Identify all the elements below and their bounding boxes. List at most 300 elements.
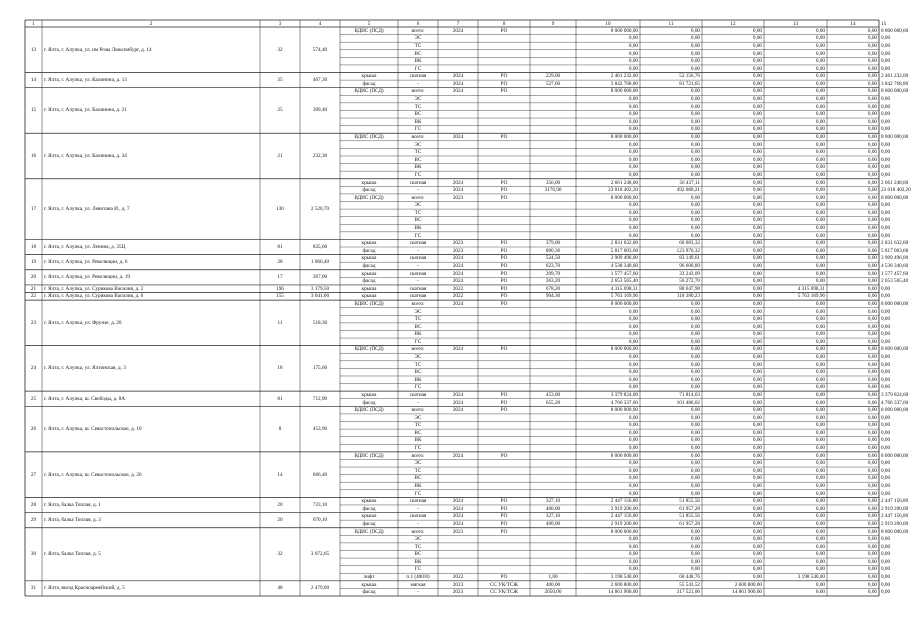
house-area: 670,10 [312,517,328,524]
work-cell: 0,00 [752,452,762,459]
work-cell: 0,00 [690,475,700,482]
work-cell: 4 538 340,60 [881,262,909,269]
work-cell: 0,00 [815,126,825,133]
work-cell: 8 000 000,00 [610,88,638,95]
work-cell: 2 600 800,00 [610,581,638,588]
work-cell: 0,00 [867,255,877,262]
work-cell: 60 083,32 [679,240,700,247]
header-cell-4: 4 [318,20,322,27]
work-cell: 0,00 [815,308,825,315]
work-cell: 0,00 [690,194,700,201]
work-cell: ГС [414,171,422,178]
work-cell: ТС [414,149,422,156]
work-cell: 0,00 [881,171,891,178]
work-cell: 0,00 [881,103,891,110]
work-cell: 0,00 [752,156,762,163]
work-cell: ЭС [414,35,422,42]
work-cell: ВК [414,437,422,444]
work-cell: ГС [414,445,422,452]
work-cell: 2 831 632,00 [610,240,638,247]
work-cell: 0,00 [628,65,638,72]
work-cell: 0,00 [867,361,877,368]
work-cell: 0,00 [815,217,825,224]
apartment-count: 11 [277,319,283,326]
work-cell: 0,00 [690,407,700,414]
work-cell: 0,00 [628,445,638,452]
work-cell: ТС [414,467,422,474]
work-cell: ГС [414,490,422,497]
work-cell: 0,00 [881,96,891,103]
work-cell: 0,00 [815,80,825,87]
work-cell: 0,00 [752,399,762,406]
work-cell: 0,00 [867,35,877,42]
work-cell: 0,00 [752,536,762,543]
work-cell: 0,00 [881,232,891,239]
work-cell: 0,00 [881,202,891,209]
work-cell: 0,00 [752,202,762,209]
work-cell: 327,10 [545,513,561,520]
work-cell: ВДИС (ПСД) [354,407,384,414]
work-cell: 0,00 [815,407,825,414]
work-cell: ВДИС (ПСД) [354,528,384,535]
work-cell: 0,00 [690,536,700,543]
work-cell: 0,00 [881,156,891,163]
work-cell: 0,00 [690,111,700,118]
work-cell: 83 149,61 [679,255,700,262]
work-cell: 8 000 000,00 [881,300,909,307]
work-cell: 8 000 000,00 [610,528,638,535]
work-cell: 0,00 [815,96,825,103]
work-cell: 0,00 [867,58,877,65]
work-cell: крыша [361,285,377,292]
work-cell: РО [500,179,508,186]
work-cell: 0,00 [690,376,700,383]
work-cell: ВС [414,50,422,57]
work-cell: 0,00 [815,27,825,34]
header-cell-2: 2 [149,20,153,27]
work-cell: 0,00 [752,331,762,338]
work-cell: 0,00 [815,331,825,338]
work-cell: 101 486,02 [676,399,700,406]
work-cell: всего: [411,452,425,459]
house-address: г. Ялта, г. Алупка, ш. Свободы, д. 8А [44,395,126,402]
work-cell: 0,00 [752,323,762,330]
work-cell: 400,00 [545,520,561,527]
work-cell: 0,00 [628,536,638,543]
work-cell: скатная [409,498,427,505]
work-cell: 0,00 [752,475,762,482]
work-cell: 0,00 [690,490,700,497]
work-cell: 0,00 [628,566,638,573]
work-cell: ВК [414,331,422,338]
work-cell: 8 000 000,00 [610,194,638,201]
work-cell: 2024 [452,452,464,459]
work-cell: 0,00 [752,171,762,178]
work-cell: 4 766 337,60 [610,399,638,406]
work-cell: 2024 [452,179,464,186]
work-cell: 0,00 [690,558,700,565]
work-cell: 8 000 000,00 [610,300,638,307]
work-cell: 800,36 [545,247,561,254]
work-cell: 0,00 [690,346,700,353]
work-cell: РО [500,505,508,512]
work-cell: 0,00 [752,505,762,512]
house-number: 20 [30,274,37,281]
work-cell: 0,00 [815,118,825,125]
work-cell: 0,00 [867,551,877,558]
work-cell: 0,00 [752,103,762,110]
header-cell-13: 13 [792,20,799,27]
work-cell: 0,00 [881,354,891,361]
work-cell: 0,00 [867,543,877,550]
work-cell: 0,00 [628,126,638,133]
work-cell: РО [500,247,508,254]
house-area: 175,60 [312,365,328,372]
work-cell: 0,00 [867,225,877,232]
apartment-count: 21 [277,152,283,159]
work-cell: 0,00 [815,103,825,110]
work-cell: 0,00 [867,103,877,110]
work-cell: крыша [361,498,377,505]
work-cell: 0,00 [752,574,762,581]
house-address: г. Ялта, г. Алупка, ул. Революции, д. 19 [44,274,131,281]
work-cell: 0,00 [752,346,762,353]
work-cell: 56 437,11 [679,179,700,186]
work-cell: 0,00 [752,80,762,87]
work-cell: 0,00 [628,384,638,391]
work-cell: 0,00 [690,171,700,178]
work-cell: ТС [414,103,422,110]
work-cell: 0,00 [815,414,825,421]
work-cell: 0,00 [690,429,700,436]
work-cell: 23 018 402,20 [881,187,911,194]
work-cell: 453,00 [545,391,561,398]
work-cell: ЭС [414,141,422,148]
work-cell: 0,00 [815,551,825,558]
house-address: г. Ялта, г. Алупка, ул. Сурикова Василия, д. 2 [44,285,144,292]
work-cell: 0,00 [628,103,638,110]
work-cell: 2 653 565,40 [610,278,638,285]
work-cell: 2024 [452,407,464,414]
header-cell-9: 9 [551,20,555,27]
work-cell: 0,00 [752,88,762,95]
work-cell: 2023 [452,581,464,588]
work-cell: 0,00 [881,536,891,543]
work-cell: 0,00 [867,422,877,429]
header-cell-14: 14 [850,20,856,27]
work-cell: 623,70 [545,262,561,269]
work-cell: 0,00 [690,232,700,239]
work-cell: 0,00 [867,452,877,459]
work-cell: 56 272,70 [679,278,700,285]
work-cell: 0,00 [881,581,891,588]
work-cell: 0,00 [628,308,638,315]
work-cell: скатная [409,255,427,262]
work-cell: - [417,247,419,254]
house-number: 17 [30,206,37,213]
work-cell: 0,00 [752,247,762,254]
work-cell: лифт [363,574,375,581]
work-cell: 2024 [452,300,464,307]
work-cell: 0,00 [815,566,825,573]
work-cell: крыша [361,293,377,300]
work-cell: РО [500,293,508,300]
work-cell: 0,00 [752,528,762,535]
work-cell: 0,00 [815,225,825,232]
work-cell: ВК [414,558,422,565]
work-cell: 0,00 [815,505,825,512]
work-cell: 0,00 [628,369,638,376]
header-cell-12: 12 [730,20,736,27]
header-cell-3: 3 [278,20,282,27]
work-cell: 0,00 [690,528,700,535]
work-cell: ТС [414,543,422,550]
work-cell: скатная [409,240,427,247]
work-cell: 0,00 [815,232,825,239]
work-cell: 0,00 [815,520,825,527]
work-cell: скатная [409,513,427,520]
work-cell: 0,00 [867,300,877,307]
work-cell: ВДИС (ПСД) [354,194,384,201]
work-cell: 0,00 [815,141,825,148]
work-cell: РО [500,391,508,398]
work-cell: ВК [414,118,422,125]
work-cell: 0,00 [867,528,877,535]
work-cell: 123 970,32 [676,247,700,254]
work-cell: 0,00 [815,240,825,247]
work-cell: 0,00 [867,156,877,163]
work-cell: фасад [362,80,376,87]
work-cell: 0,00 [752,270,762,277]
work-cell: 0,00 [628,35,638,42]
work-cell: 0,00 [867,384,877,391]
work-cell: 0,00 [881,35,891,42]
work-cell: 0,00 [628,414,638,421]
work-cell: 8 000 000,00 [881,194,909,201]
work-cell: 0,00 [690,460,700,467]
work-cell: 0,00 [815,202,825,209]
work-cell: 68 448,76 [679,574,700,581]
work-cell: 0,00 [815,134,825,140]
house-address: г. Ялта, г. Алупка, ул. Революции, д. 6 [44,259,128,266]
work-cell: 2024 [452,505,464,512]
work-cell: 0,00 [752,498,762,505]
work-cell: 0,00 [867,209,877,216]
house-number: 14 [30,77,37,84]
work-cell: 0,00 [752,278,762,285]
apartment-count: 28 [277,259,283,266]
work-cell: 0,00 [752,391,762,398]
work-cell: скатная [409,179,427,186]
work-cell: 0,00 [752,27,762,34]
work-cell: 0,00 [867,376,877,383]
work-cell: 0,00 [881,323,891,330]
work-cell: 0,00 [815,490,825,497]
work-cell: 0,00 [867,187,877,194]
work-cell: 0,00 [628,482,638,489]
header-cell-15: 15 [881,20,887,27]
work-cell: 0,00 [690,467,700,474]
work-cell: 0,00 [881,422,891,429]
work-cell: ВДИС (ПСД) [354,27,384,34]
work-cell: ГС [414,232,422,239]
work-cell: ГС [414,384,422,391]
work-cell: 14 861 900,00 [732,589,762,596]
apartment-count: 25 [277,107,283,114]
work-cell: 0,00 [752,422,762,429]
work-cell: 0,00 [690,361,700,368]
work-cell: 8 000 000,00 [610,346,638,353]
work-cell: 4 315 698,31 [797,285,825,292]
work-cell: 0,00 [881,111,891,118]
work-cell: 0,00 [867,118,877,125]
work-cell: 0,00 [867,278,877,285]
work-cell: 0,00 [815,384,825,391]
work-cell: ТС [414,422,422,429]
work-cell: 2024 [452,399,464,406]
work-cell: 0,00 [867,217,877,224]
house-area: 467,30 [312,77,328,84]
header-cell-1: 1 [32,20,35,27]
work-cell: 0,00 [690,354,700,361]
work-cell: 0,00 [752,126,762,133]
house-address: г. Ялта, балка Топлая, д. 1 [44,501,101,508]
work-cell: 0,00 [815,323,825,330]
work-cell: 0,00 [867,308,877,315]
work-cell: 2 661 248,00 [610,179,638,186]
work-cell: 2024 [452,27,464,34]
work-cell: 0,00 [815,262,825,269]
work-cell: 2022 [452,574,464,581]
work-cell: ТС [414,42,422,49]
house-number: 23 [30,319,37,326]
work-cell: 0,00 [628,376,638,383]
work-cell: 400,00 [545,505,561,512]
work-cell: 0,00 [690,209,700,216]
work-cell: 0,00 [867,513,877,520]
work-cell: 0,00 [867,505,877,512]
work-cell: 0,00 [628,316,638,323]
work-cell: 23 018 402,20 [608,187,638,194]
work-cell: 0,00 [815,391,825,398]
work-cell: 61 957,28 [679,505,700,512]
house-number: 28 [30,501,37,508]
work-cell: 0,00 [752,369,762,376]
work-cell: 0,00 [815,247,825,254]
work-cell: 0,00 [867,445,877,452]
work-cell: 81 721,65 [679,80,700,87]
work-cell: - [417,505,419,512]
work-cell: 8 000 000,00 [881,407,909,414]
apartment-count: 20 [277,501,283,508]
work-cell: 0,00 [628,437,638,444]
house-number: 21 [30,285,37,292]
apartment-count: 14 [277,471,283,478]
work-cell: 88 647,98 [679,285,700,292]
work-cell: 0,00 [628,543,638,550]
house-area: 3 072,65 [310,551,330,558]
work-cell: 2024 [452,498,464,505]
work-cell: 0,00 [867,96,877,103]
work-cell: 492 080,21 [676,187,700,194]
work-cell: всего: [411,134,425,140]
work-cell: 0,00 [815,111,825,118]
work-cell: 2 919 200,00 [881,520,909,527]
work-cell: - [417,80,419,87]
work-cell: 0,00 [815,528,825,535]
work-cell: 8 000 000,00 [881,134,909,140]
work-cell: 0,00 [881,490,891,497]
work-cell: 0,00 [881,225,891,232]
work-cell: 0,00 [752,361,762,368]
work-cell: РО [500,520,508,527]
work-cell: 0,00 [690,369,700,376]
work-cell: 0,00 [881,126,891,133]
house-address: г. Ялта, г. Алупка, ул. Сурикова Василия, д. 6 [44,293,144,300]
work-cell: скатная [409,391,427,398]
work-cell: 0,00 [867,399,877,406]
work-cell: ВДИС (ПСД) [354,300,384,307]
work-cell: 0,00 [881,65,891,72]
work-cell: 0,00 [881,429,891,436]
work-cell: 0,00 [881,42,891,49]
work-cell: крыша [361,179,377,186]
work-cell: ВДИС (ПСД) [354,452,384,459]
house-address: г. Ялта, г. Алупка, ш. Севастопольское, д. 10 [44,426,142,433]
work-cell: 0,00 [752,285,762,292]
work-cell: 2022 [452,285,464,292]
work-cell: мягкая [410,581,426,588]
work-cell: 0,00 [752,558,762,565]
work-cell: 0,00 [628,361,638,368]
work-cell: 2 919 200,00 [881,505,909,512]
work-cell: 0,00 [752,566,762,573]
house-number: 18 [30,244,37,250]
work-cell: 0,00 [628,149,638,156]
work-cell: 2 919 200,00 [610,520,638,527]
work-cell: 0,00 [628,551,638,558]
work-cell: 0,00 [628,209,638,216]
work-cell: 2023 [452,194,464,201]
work-cell: 96 606,89 [679,262,700,269]
work-cell: 5 763 169,96 [797,293,825,300]
work-cell: 0,00 [867,171,877,178]
work-cell: 3 909 496,00 [881,255,909,262]
work-cell: 0,00 [628,164,638,171]
work-cell: скатная [409,293,427,300]
work-cell: всего: [411,528,425,535]
work-cell: 0,00 [628,202,638,209]
work-cell: 2 661 248,00 [881,179,909,186]
work-cell: 0,00 [690,88,700,95]
work-cell: 0,00 [752,520,762,527]
house-area: 1 066,40 [310,259,330,266]
work-cell: 118 380,23 [676,293,700,300]
work-cell: 8 000 000,00 [881,452,909,459]
work-cell: 0,00 [752,437,762,444]
work-cell: 0,00 [867,80,877,87]
work-cell: 0,00 [815,187,825,194]
house-address: г. Ялта, балка Топлая, д. 3 [44,517,101,524]
work-cell: 2 919 200,00 [610,505,638,512]
work-cell: 3 379 824,00 [610,391,638,398]
header-cell-8: 8 [502,20,506,27]
work-cell: 0,00 [690,308,700,315]
work-cell: скатная [409,270,427,277]
work-cell: 0,00 [690,149,700,156]
work-cell: 0,00 [690,338,700,345]
work-cell: 0,00 [881,414,891,421]
